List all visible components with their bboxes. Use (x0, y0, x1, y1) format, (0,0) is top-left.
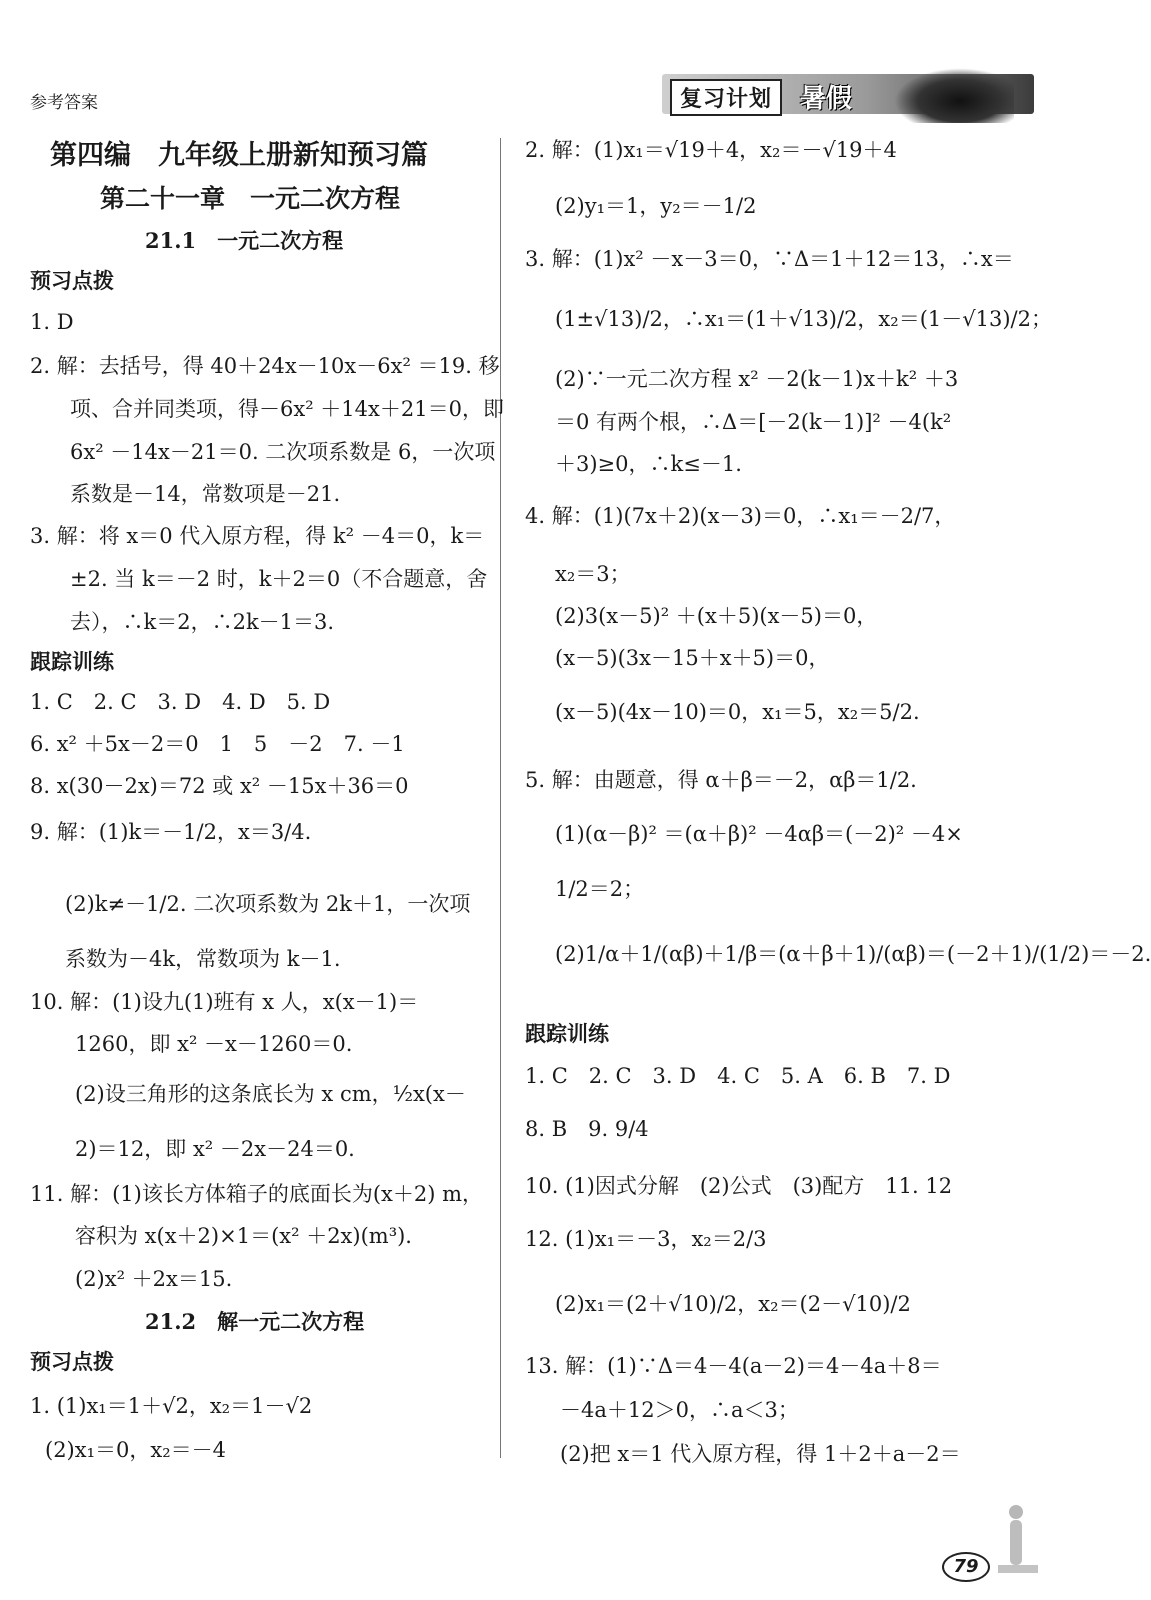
right-text-line: (2)∵一元二次方程 x² －2(k－1)x＋k² ＋3 (555, 367, 959, 391)
left-text-line: 9. 解：(1)k＝－1/2，x＝3/4. (30, 820, 312, 844)
left-text-line: 10. 解：(1)设九(1)班有 x 人，x(x－1)＝ (30, 990, 419, 1014)
left-text-line: 6x² －14x－21＝0. 二次项系数是 6，一次项 (70, 440, 496, 464)
left-text-line: 8. x(30－2x)＝72 或 x² －15x＋36＝0 (30, 774, 409, 798)
right-text-line: (x－5)(4x－10)＝0，x₁＝5，x₂＝5/2. (555, 700, 920, 724)
right-text-line: 1. C 2. C 3. D 4. C 5. A 6. B 7. D (525, 1064, 951, 1088)
banner-main-title: 复习计划 (670, 79, 782, 116)
left-text-line: 去），∴k＝2，∴2k－1＝3. (70, 610, 335, 634)
right-text-line: (2)y₁＝1，y₂＝－1/2 (555, 194, 757, 218)
page-header-label: 参考答案 (30, 93, 98, 113)
left-text-line: 3. 解：将 x＝0 代入原方程，得 k² －4＝0，k＝ (30, 524, 485, 548)
banner-decoration-icon (894, 68, 1014, 123)
left-text-line: 容积为 x(x＋2)×1＝(x² ＋2x)(m³). (75, 1224, 412, 1248)
right-text-line: 5. 解：由题意，得 α＋β＝－2，αβ＝1/2. (525, 768, 917, 792)
left-text-line: (2)x² ＋2x＝15. (75, 1267, 233, 1291)
left-text-line: (2)k≠－1/2. 二次项系数为 2k＋1，一次项 (65, 892, 471, 916)
right-text-line: (2)3(x－5)² ＋(x＋5)(x－5)＝0， (555, 604, 878, 628)
right-text-line: (1±√13)/2，∴x₁＝(1＋√13)/2，x₂＝(1－√13)/2； (555, 307, 1052, 331)
column-divider (500, 138, 501, 1458)
right-text-line: 跟踪训练 (525, 1022, 609, 1046)
left-text-line: 21.2 解一元二次方程 (145, 1309, 365, 1334)
left-text-line: 21.1 一元二次方程 (145, 228, 344, 253)
left-text-line: 2. 解：去括号，得 40＋24x－10x－6x² ＝19. 移 (30, 354, 500, 378)
right-text-line: 8. B 9. 9/4 (525, 1117, 649, 1141)
left-text-line: 跟踪训练 (30, 650, 114, 674)
right-text-line: 13. 解：(1)∵Δ＝4－4(a－2)＝4－4a＋8＝ (525, 1354, 942, 1378)
left-text-line: 预习点拨 (30, 1350, 114, 1374)
right-text-line: (2)x₁＝(2＋√10)/2，x₂＝(2－√10)/2 (555, 1292, 911, 1316)
right-text-line: (x－5)(3x－15＋x＋5)＝0， (555, 646, 830, 670)
left-text-line: ±2. 当 k＝－2 时，k＋2＝0（不合题意，舍 (70, 567, 488, 591)
right-text-line: 3. 解：(1)x² －x－3＝0，∵Δ＝1＋12＝13，∴x＝ (525, 247, 1014, 271)
left-text-line: 6. x² ＋5x－2＝0 1 5 －2 7. －1 (30, 732, 405, 756)
right-text-line: 4. 解：(1)(7x＋2)(x－3)＝0，∴x₁＝－2/7， (525, 504, 956, 528)
left-text-line: 1. D (30, 310, 74, 334)
left-text-line: 系数是－14，常数项是－21. (70, 482, 341, 506)
series-banner (662, 74, 1034, 114)
right-text-line: x₂＝3； (555, 562, 631, 586)
right-text-line: (2)把 x＝1 代入原方程，得 1＋2＋a－2＝ (560, 1442, 961, 1466)
left-text-line: 系数为－4k，常数项为 k－1. (65, 947, 341, 971)
left-text-line: 第二十一章 一元二次方程 (100, 184, 401, 213)
left-text-line: (2)设三角形的这条底长为 x cm，½x(x－ (75, 1082, 466, 1106)
right-text-line: (2)1/α＋1/(αβ)＋1/β＝(α＋β＋1)/(αβ)＝(－2＋1)/(1/2)＝－2. (555, 942, 1151, 966)
watermark-icon (988, 1500, 1068, 1595)
right-text-line: 12. (1)x₁＝－3，x₂＝2/3 (525, 1227, 767, 1251)
right-text-line: 10. (1)因式分解 (2)公式 (3)配方 11. 12 (525, 1174, 953, 1198)
left-text-line: 2)＝12，即 x² －2x－24＝0. (75, 1137, 355, 1161)
right-text-line: (1)(α－β)² ＝(α＋β)² －4αβ＝(－2)² －4× (555, 822, 963, 846)
left-text-line: 1260，即 x² －x－1260＝0. (75, 1032, 353, 1056)
right-text-line: 1/2＝2； (555, 877, 645, 901)
right-text-line: 2. 解：(1)x₁＝√19＋4，x₂＝－√19＋4 (525, 138, 897, 162)
left-text-line: 预习点拨 (30, 269, 114, 293)
left-text-line: 第四编 九年级上册新知预习篇 (50, 140, 428, 171)
left-text-line: 11. 解：(1)该长方体箱子的底面长为(x＋2) m， (30, 1182, 483, 1206)
left-text-line: (2)x₁＝0，x₂＝－4 (45, 1438, 226, 1462)
left-text-line: 1. C 2. C 3. D 4. D 5. D (30, 690, 331, 714)
right-text-line: ＝0 有两个根，∴Δ＝[－2(k－1)]² －4(k² (555, 410, 952, 434)
page-number: 79 (942, 1552, 990, 1582)
banner-subtitle: 暑假 (800, 84, 853, 114)
right-text-line: －4a＋12＞0，∴a＜3； (560, 1398, 799, 1422)
left-text-line: 项、合并同类项，得－6x² ＋14x＋21＝0，即 (70, 397, 504, 421)
right-text-line: ＋3)≥0，∴k≤－1. (555, 452, 742, 476)
left-text-line: 1. (1)x₁＝1＋√2，x₂＝1－√2 (30, 1394, 313, 1418)
